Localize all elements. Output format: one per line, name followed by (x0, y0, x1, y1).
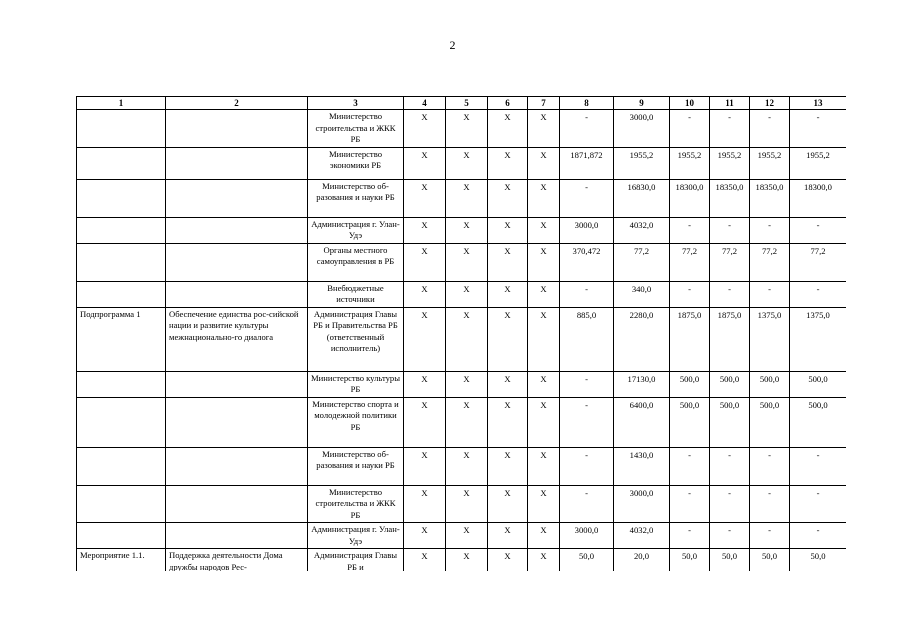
value-cell: - (670, 485, 710, 523)
value-cell: Х (488, 147, 528, 179)
value-cell: - (670, 217, 710, 243)
header-col-5: 5 (446, 97, 488, 110)
value-cell: - (710, 217, 750, 243)
header-col-13: 13 (790, 97, 847, 110)
table-row (77, 523, 847, 549)
organization-cell: Органы местного самоуправления в РБ (308, 243, 404, 281)
header-col-11: 11 (710, 97, 750, 110)
value-cell: Х (488, 371, 528, 397)
value-cell: - (790, 485, 847, 523)
value-cell: 3000,0 (614, 485, 670, 523)
value-cell: 6400,0 (614, 397, 670, 447)
title-cell (166, 243, 308, 281)
value-cell: - (670, 281, 710, 307)
organization-cell: Министерство об-разования и науки РБ (308, 179, 404, 217)
value-cell: 77,2 (614, 243, 670, 281)
value-cell: - (710, 281, 750, 307)
value-cell: - (790, 110, 847, 148)
title-cell (166, 397, 308, 447)
value-cell: Х (488, 549, 528, 572)
value-cell: - (710, 485, 750, 523)
title-cell (166, 447, 308, 485)
value-cell: 50,0 (790, 549, 847, 572)
value-cell: - (560, 447, 614, 485)
header-col-9: 9 (614, 97, 670, 110)
value-cell: Х (528, 371, 560, 397)
value-cell: Х (446, 147, 488, 179)
value-cell: - (670, 447, 710, 485)
title-cell (166, 371, 308, 397)
value-cell: Х (528, 179, 560, 217)
value-cell: Х (488, 281, 528, 307)
value-cell: 1955,2 (670, 147, 710, 179)
value-cell: Х (446, 307, 488, 371)
value-cell: - (710, 110, 750, 148)
header-col-4: 4 (404, 97, 446, 110)
value-cell: Х (446, 243, 488, 281)
header-col-3: 3 (308, 97, 404, 110)
value-cell: - (560, 110, 614, 148)
value-cell: - (710, 523, 750, 549)
value-cell: Х (404, 523, 446, 549)
table-row (77, 243, 847, 281)
organization-cell: Министерство строительства и ЖКК РБ (308, 110, 404, 148)
title-cell: Поддержка деятельности Дома дружбы народов Рес- (166, 549, 308, 572)
value-cell: 1875,0 (670, 307, 710, 371)
title-cell (166, 179, 308, 217)
value-cell: 500,0 (710, 397, 750, 447)
value-cell: Х (446, 110, 488, 148)
value-cell: - (790, 281, 847, 307)
value-cell: 4032,0 (614, 523, 670, 549)
value-cell: 1375,0 (750, 307, 790, 371)
value-cell: - (750, 281, 790, 307)
value-cell: - (560, 281, 614, 307)
value-cell: 16830,0 (614, 179, 670, 217)
value-cell: 77,2 (670, 243, 710, 281)
value-cell: 77,2 (750, 243, 790, 281)
value-cell: Х (404, 217, 446, 243)
value-cell: Х (404, 549, 446, 572)
value-cell: 1955,2 (710, 147, 750, 179)
value-cell: Х (528, 110, 560, 148)
table-row (77, 549, 847, 572)
program-cell (77, 281, 166, 307)
value-cell: 1430,0 (614, 447, 670, 485)
value-cell: 50,0 (710, 549, 750, 572)
value-cell: 500,0 (750, 371, 790, 397)
program-cell: Подпрограмма 1 (77, 307, 166, 371)
value-cell: 50,0 (750, 549, 790, 572)
value-cell: Х (488, 243, 528, 281)
value-cell: 500,0 (710, 371, 750, 397)
value-cell: Х (528, 281, 560, 307)
table-row (77, 447, 847, 485)
value-cell: 500,0 (790, 371, 847, 397)
value-cell: Х (528, 447, 560, 485)
value-cell: Х (446, 371, 488, 397)
program-cell (77, 397, 166, 447)
title-cell (166, 217, 308, 243)
header-col-2: 2 (166, 97, 308, 110)
value-cell: Х (404, 371, 446, 397)
value-cell: Х (528, 397, 560, 447)
value-cell: Х (488, 217, 528, 243)
value-cell: 1955,2 (790, 147, 847, 179)
table-row (77, 147, 847, 179)
value-cell: Х (404, 281, 446, 307)
value-cell: - (670, 523, 710, 549)
value-cell: 18350,0 (710, 179, 750, 217)
header-col-10: 10 (670, 97, 710, 110)
value-cell: - (750, 485, 790, 523)
value-cell: 18300,0 (790, 179, 847, 217)
value-cell: 77,2 (710, 243, 750, 281)
value-cell: 500,0 (670, 371, 710, 397)
table-row (77, 397, 847, 447)
budget-table-wrapper (76, 96, 846, 571)
value-cell: Х (528, 147, 560, 179)
organization-cell: Администрация Главы РБ и Правительства РБ (ответственный исполнитель) (308, 307, 404, 371)
value-cell: 3000,0 (560, 523, 614, 549)
value-cell: - (560, 179, 614, 217)
program-cell (77, 523, 166, 549)
value-cell: 1875,0 (710, 307, 750, 371)
organization-cell: Министерство об-разования и науки РБ (308, 447, 404, 485)
budget-table (76, 96, 846, 571)
organization-cell: Внебюджетные источники (308, 281, 404, 307)
value-cell: 20,0 (614, 549, 670, 572)
program-cell (77, 371, 166, 397)
table-row (77, 110, 847, 148)
header-col-8: 8 (560, 97, 614, 110)
value-cell: 17130,0 (614, 371, 670, 397)
value-cell: 370,472 (560, 243, 614, 281)
header-col-6: 6 (488, 97, 528, 110)
table-row (77, 217, 847, 243)
title-cell (166, 281, 308, 307)
value-cell: Х (446, 397, 488, 447)
title-cell (166, 523, 308, 549)
value-cell: 1955,2 (614, 147, 670, 179)
program-cell (77, 217, 166, 243)
value-cell: Х (528, 523, 560, 549)
value-cell: Х (404, 307, 446, 371)
title-cell (166, 485, 308, 523)
table-row (77, 307, 847, 371)
program-cell (77, 147, 166, 179)
header-col-7: 7 (528, 97, 560, 110)
table-row (77, 179, 847, 217)
value-cell: 18350,0 (750, 179, 790, 217)
value-cell: 50,0 (670, 549, 710, 572)
value-cell: Х (528, 243, 560, 281)
value-cell: Х (488, 110, 528, 148)
organization-cell: Министерство строительства и ЖКК РБ (308, 485, 404, 523)
value-cell: Х (446, 485, 488, 523)
header-col-12: 12 (750, 97, 790, 110)
organization-cell: Министерство культуры РБ (308, 371, 404, 397)
value-cell: Х (446, 179, 488, 217)
program-cell (77, 110, 166, 148)
value-cell: Х (404, 447, 446, 485)
program-cell (77, 243, 166, 281)
value-cell: - (790, 523, 847, 549)
value-cell: 2280,0 (614, 307, 670, 371)
value-cell: Х (528, 549, 560, 572)
value-cell: Х (404, 485, 446, 523)
table-row (77, 281, 847, 307)
value-cell: Х (404, 397, 446, 447)
value-cell: Х (404, 179, 446, 217)
value-cell: - (750, 447, 790, 485)
organization-cell: Администрация г. Улан-Удэ (308, 523, 404, 549)
value-cell: - (560, 371, 614, 397)
value-cell: 4032,0 (614, 217, 670, 243)
program-cell (77, 485, 166, 523)
table-row (77, 371, 847, 397)
value-cell: - (710, 447, 750, 485)
value-cell: - (750, 110, 790, 148)
title-cell (166, 147, 308, 179)
value-cell: 885,0 (560, 307, 614, 371)
value-cell: 500,0 (790, 397, 847, 447)
organization-cell: Министерство экономики РБ (308, 147, 404, 179)
program-cell: Мероприятие 1.1. (77, 549, 166, 572)
value-cell: 50,0 (560, 549, 614, 572)
title-cell: Обеспечение единства рос-сийской нации и развитие культуры межнационально-го диалога (166, 307, 308, 371)
table-row (77, 485, 847, 523)
organization-cell: Администрация г. Улан-Удэ (308, 217, 404, 243)
value-cell: Х (404, 110, 446, 148)
value-cell: Х (446, 447, 488, 485)
program-cell (77, 447, 166, 485)
value-cell: 77,2 (790, 243, 847, 281)
value-cell: Х (528, 307, 560, 371)
header-row (77, 97, 847, 110)
value-cell: Х (528, 217, 560, 243)
value-cell: - (790, 447, 847, 485)
value-cell: - (750, 217, 790, 243)
value-cell: Х (404, 147, 446, 179)
value-cell: - (670, 110, 710, 148)
value-cell: Х (446, 549, 488, 572)
value-cell: 1871,872 (560, 147, 614, 179)
value-cell: 3000,0 (560, 217, 614, 243)
value-cell: Х (446, 217, 488, 243)
header-col-1: 1 (77, 97, 166, 110)
value-cell: 500,0 (750, 397, 790, 447)
table-body (77, 110, 847, 572)
value-cell: - (750, 523, 790, 549)
title-cell (166, 110, 308, 148)
value-cell: 3000,0 (614, 110, 670, 148)
value-cell: - (790, 217, 847, 243)
value-cell: Х (446, 281, 488, 307)
value-cell: 340,0 (614, 281, 670, 307)
value-cell: 18300,0 (670, 179, 710, 217)
value-cell: Х (528, 485, 560, 523)
value-cell: 1375,0 (790, 307, 847, 371)
value-cell: Х (488, 447, 528, 485)
program-cell (77, 179, 166, 217)
organization-cell: Администрация Главы РБ и (308, 549, 404, 572)
value-cell: - (560, 485, 614, 523)
value-cell: - (560, 397, 614, 447)
value-cell: Х (488, 179, 528, 217)
value-cell: Х (488, 485, 528, 523)
value-cell: 1955,2 (750, 147, 790, 179)
value-cell: Х (404, 243, 446, 281)
value-cell: 500,0 (670, 397, 710, 447)
value-cell: Х (488, 523, 528, 549)
value-cell: Х (488, 307, 528, 371)
organization-cell: Министерство спорта и молодежной политики РБ (308, 397, 404, 447)
page-number: 2 (449, 38, 456, 52)
value-cell: Х (446, 523, 488, 549)
value-cell: Х (488, 397, 528, 447)
